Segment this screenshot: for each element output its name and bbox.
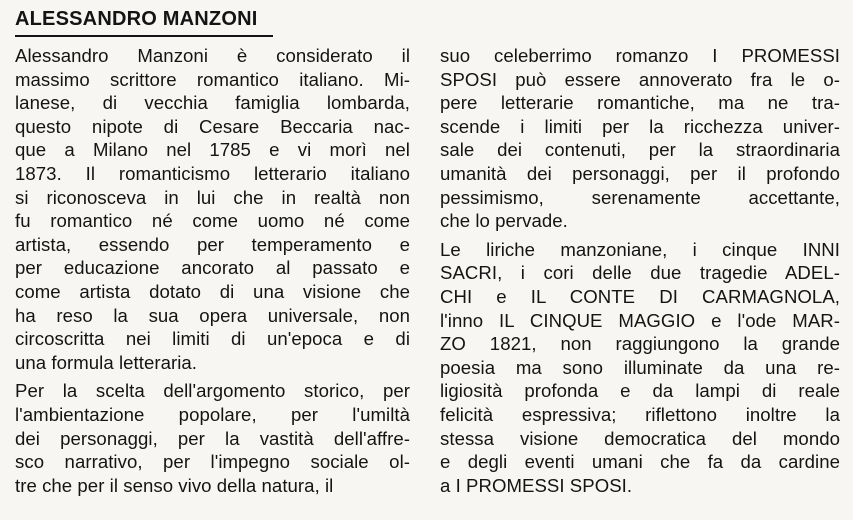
text-line: umanità dei personaggi, per il profondo <box>440 162 840 184</box>
text-line: che lo pervade. <box>440 210 568 232</box>
text-line: suo celeberrimo romanzo I PROMESSI <box>440 45 840 66</box>
text-line: SPOSI può essere annoverato fra le o- <box>440 68 840 90</box>
right-column <box>440 44 840 497</box>
text-line: sale dei contenuti, per la straordinaria <box>440 139 840 161</box>
text-line: ZO 1821, non raggiungono la grande <box>440 333 840 355</box>
title-underline <box>15 35 273 37</box>
text-line: una formula letteraria. <box>15 351 198 373</box>
page-title: ALESSANDRO MANZONI <box>15 8 258 30</box>
right-column-paragraph <box>440 44 840 233</box>
text-line: e degli eventi umani che fa da cardine <box>440 451 840 473</box>
left-column-paragraph <box>15 379 410 497</box>
text-line: ha reso la sua opera universale, non <box>15 304 410 326</box>
left-column-paragraph <box>15 44 410 374</box>
text-line: sco narrativo, per l'impegno sociale ol- <box>15 451 410 473</box>
text-line: que a Milano nel 1785 e vi morì nel <box>15 139 410 161</box>
text-line: 1873. Il romanticismo letterario italiano <box>15 162 410 184</box>
text-line: pere letterarie romantiche, ma ne tra- <box>440 92 840 114</box>
text-line: come artista dotato di una visione che <box>15 280 410 302</box>
text-line: ligiosità profonda e da lampi di reale <box>440 380 840 402</box>
text-line: CHI e IL CONTE DI CARMAGNOLA, <box>440 285 840 307</box>
heading-block <box>15 8 273 38</box>
text-line: massimo scrittore romantico italiano. Mi- <box>15 68 410 90</box>
text-line: Le liriche manzoniane, i cinque INNI <box>440 238 840 260</box>
text-line: lanese, di vecchia famiglia lombarda, <box>15 92 410 114</box>
text-line: artista, essendo per temperamento e <box>15 233 410 255</box>
text-line: poesia ma sono illuminate da una re- <box>440 356 840 378</box>
text-line: fu romantico né come uomo né come <box>15 210 410 232</box>
text-line: dei personaggi, per la vastità dell'affre- <box>15 427 410 449</box>
text-line: per educazione ancorato al passato e <box>15 257 410 279</box>
text-line: l'ambientazione popolare, per l'umiltà <box>15 403 410 425</box>
text-line: si riconosceva in lui che in realtà non <box>15 186 410 208</box>
text-line: a I PROMESSI SPOSI. <box>440 474 633 496</box>
left-column <box>15 44 410 497</box>
text-line: felicità espressiva; riflettono inoltre la <box>440 403 840 425</box>
text-line: tre che per il senso vivo della natura, il <box>15 474 334 496</box>
right-column-paragraph <box>440 238 840 498</box>
text-line: circoscritta nei limiti di un'epoca e di <box>15 328 410 350</box>
text-line: Alessandro Manzoni è considerato il <box>15 45 410 66</box>
text-line: Per la scelta dell'argomento storico, per <box>15 380 410 402</box>
text-line: pessimismo, serenamente accettante, <box>440 186 840 208</box>
text-line: SACRI, i cori delle due tragedie ADEL- <box>440 262 840 284</box>
text-line: questo nipote di Cesare Beccaria nac- <box>15 115 410 137</box>
text-line: scende i limiti per la ricchezza univer- <box>440 115 840 137</box>
text-line: stessa visione democratica del mondo <box>440 427 840 449</box>
text-line: l'inno IL CINQUE MAGGIO e l'ode MAR- <box>440 309 840 331</box>
